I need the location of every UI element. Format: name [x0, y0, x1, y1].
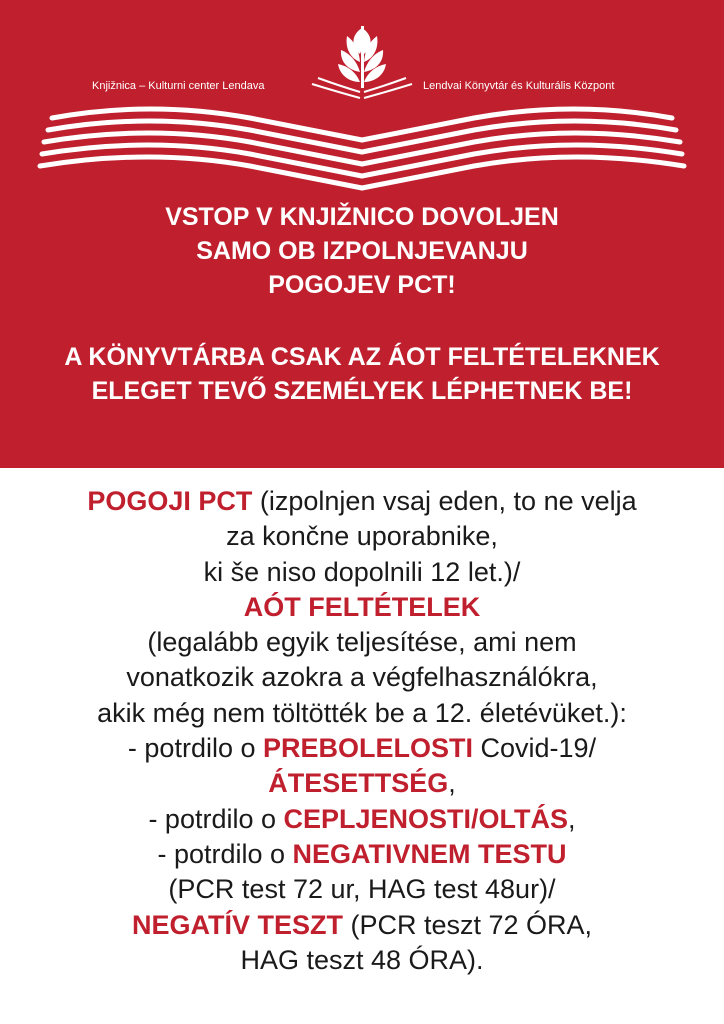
- recovery-hu-label: ÁTESETTSÉG: [268, 768, 449, 799]
- pct-note: (izpolnjen vsaj eden, to ne velja: [252, 486, 637, 516]
- pct-label: POGOJI PCT: [87, 486, 253, 516]
- notice-line: SAMO OB IZPOLNJEVANJU: [196, 237, 528, 265]
- negative-test-hu-label: NEGATÍV TESZT: [131, 909, 343, 940]
- notice-line: ELEGET TEVŐ SZEMÉLYEK LÉPHETNEK BE!: [91, 377, 633, 405]
- negative-test-note: (PCR test 72 ur, HAG test 48ur)/: [168, 874, 556, 905]
- item-prefix: - potrdilo o: [148, 803, 284, 834]
- negative-test-hu-note-line: HAG teszt 48 ÓRA).: [240, 944, 484, 975]
- vaccination-label: CEPLJENOSTI/OLTÁS: [283, 803, 569, 834]
- notice-line: A KÖNYVTÁRBA CSAK AZ ÁOT FELTÉTELEKNEK: [64, 343, 660, 371]
- item-suffix: Covid-19/: [473, 733, 597, 764]
- org-name-hungarian: Lendvai Könyvtár és Kulturális Központ: [423, 80, 615, 92]
- notice-line: VSTOP V KNJIŽNICO DOVOLJEN: [165, 203, 559, 231]
- aot-note-line: (legalább egyik teljesítése, ami nem: [147, 627, 577, 658]
- recovery-label: PREBOLELOSTI: [263, 733, 474, 764]
- item-suffix: ,: [568, 803, 576, 834]
- aot-note-line: akik még nem töltötték be a 12. életévüket.):: [97, 697, 627, 728]
- open-book-wheat-icon: [0, 0, 724, 200]
- notice-slovenian: [0, 200, 724, 302]
- notice-line: POGOJEV PCT!: [268, 271, 456, 299]
- conditions-section: [0, 484, 724, 978]
- aot-label: AÓT FELTÉTELEK: [243, 591, 481, 622]
- negative-test-label: NEGATIVNEM TESTU: [292, 838, 567, 869]
- condition-recovery: [0, 731, 724, 766]
- notice-hungarian: [0, 340, 724, 408]
- item-prefix: - potrdilo o: [157, 838, 293, 869]
- condition-negative-test: [0, 837, 724, 872]
- org-name-slovenian: Knjižnica – Kulturni center Lendava: [92, 80, 265, 92]
- item-prefix: - potrdilo o: [127, 733, 263, 764]
- aot-note-line: vonatkozik azokra a végfelhasználókra,: [126, 662, 598, 693]
- pct-note-line: za končne uporabnike,: [226, 521, 498, 552]
- header-banner: [0, 0, 724, 468]
- condition-recovery-hu: [0, 766, 724, 801]
- condition-vaccination: [0, 802, 724, 837]
- negative-test-hu-note: (PCR teszt 72 ÓRA,: [342, 909, 593, 940]
- item-suffix: ,: [448, 768, 456, 799]
- pct-line: [0, 484, 724, 519]
- condition-negative-test-hu: [0, 908, 724, 943]
- pct-note-line: ki še niso dopolnili 12 let.)/: [203, 556, 521, 587]
